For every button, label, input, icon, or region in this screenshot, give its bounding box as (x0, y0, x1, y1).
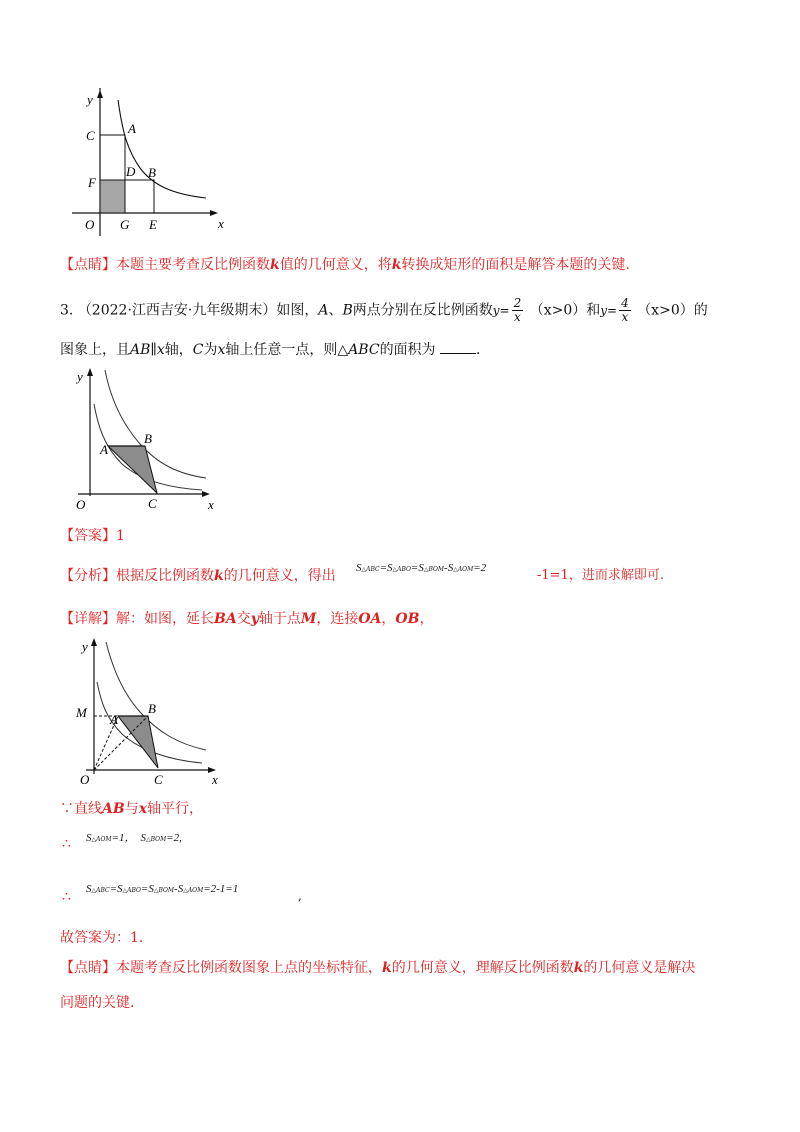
area-s: S (177, 883, 184, 895)
dianjing-text: 本题考查反比例函数图象上点的坐标特征， (116, 960, 382, 976)
parallel-symbol: ∥ (150, 342, 157, 358)
dianjing-note-2-line-1 (60, 958, 695, 978)
area-subscript: △ABC (361, 566, 380, 573)
area-s: S (356, 562, 362, 574)
equals: = (140, 883, 149, 895)
y-axis-arrow (87, 368, 93, 376)
area-s: S (117, 883, 123, 895)
fraction-4-over-x (619, 297, 631, 324)
x-var: x (156, 342, 165, 358)
therefore-comma (298, 889, 302, 903)
numerator: 2 (513, 296, 522, 310)
label-a: A (100, 442, 108, 457)
k-var: k (214, 568, 224, 584)
formula-eq: = (499, 303, 510, 318)
comma: , (298, 889, 302, 903)
numerator: 4 (621, 296, 629, 310)
area-s: S (447, 562, 454, 574)
area-s: S (86, 832, 92, 844)
label-o: O (76, 497, 86, 512)
detail-text: ， (381, 611, 396, 627)
label-a: A (128, 121, 136, 136)
k-var: k (573, 960, 584, 976)
point-b: B (342, 302, 353, 319)
area-subscript: △BOM (423, 566, 445, 573)
question-text: . (476, 342, 481, 358)
area-subscript: △AOM (91, 836, 112, 843)
y-axis-arrow (97, 90, 103, 98)
because-text: 轴平行， (147, 801, 204, 817)
label-g: G (120, 217, 130, 232)
label-y: y (87, 92, 93, 107)
value: =1， (111, 832, 136, 844)
equals: = (379, 562, 387, 574)
question-text: 图象上，且 (60, 342, 130, 358)
equals: = (410, 562, 419, 574)
label-d: D (126, 164, 136, 179)
triangle-abc: ABC (348, 342, 380, 358)
dianjing-note-2-line-2 (60, 993, 134, 1013)
because-text: 直线 (74, 801, 102, 817)
equals: = (473, 562, 481, 574)
dianjing-text: 的几何意义，理解反比例函数 (391, 960, 574, 976)
label-a: A (110, 712, 118, 727)
denominator: x (621, 310, 629, 324)
hyperbola-curve (118, 100, 206, 198)
label-c: C (148, 496, 157, 511)
detail-tag: 【详解】 (60, 611, 116, 627)
k-var: k (270, 257, 280, 273)
question-source: （2022·江西吉安·九年级期末）如图， (77, 302, 319, 319)
denominator: x (514, 310, 521, 324)
analysis-line (60, 566, 336, 586)
label-m: M (76, 705, 87, 720)
area-s: S (140, 832, 147, 844)
therefore-symbol-2 (62, 889, 71, 905)
analysis-tail (537, 566, 664, 586)
therefore-symbol-1 (62, 836, 71, 852)
equals: = (109, 883, 117, 895)
dianjing-tag: 【点睛】 (60, 960, 116, 976)
segment-ab: AB (102, 801, 125, 817)
analysis-text: -1=1，进而求解即可. (537, 568, 664, 583)
point-m: M (300, 611, 317, 627)
figure-rectangles-hyperbola (60, 88, 240, 240)
dianjing-text: 转换成矩形的面积是解答本题的关键. (401, 257, 630, 273)
detail-line (60, 609, 433, 629)
label-x: x (208, 497, 214, 512)
dianjing-text: 的几何意义是解决 (583, 960, 696, 976)
area-subscript: △BOM (146, 836, 167, 843)
hyperbola-outer (106, 642, 206, 750)
x-var: x (217, 342, 226, 358)
analysis-tag: 【分析】 (60, 568, 116, 584)
question-text: 为 (203, 342, 218, 358)
question-text: 两点分别在反比例函数 (352, 302, 493, 319)
area-s: S (148, 883, 154, 895)
label-f: F (88, 175, 96, 190)
condition: （x>0）的 (637, 302, 708, 319)
k-var: k (391, 257, 402, 273)
label-y: y (77, 369, 83, 384)
question-text: 和 (586, 302, 601, 319)
answer-blank (440, 341, 476, 354)
segment-ab: AB (130, 342, 151, 358)
label-o: O (85, 217, 95, 232)
result: =2-1=1 (203, 883, 239, 895)
condition: （x>0） (529, 302, 587, 319)
label-e: E (149, 217, 157, 232)
therefore-formula-2 (86, 877, 238, 896)
area-s: S (418, 562, 424, 574)
value: =2, (166, 832, 182, 844)
y-var: y (250, 611, 259, 627)
dianjing-text: 值的几何意义，将 (279, 257, 392, 273)
question-number: 3. (60, 302, 74, 319)
question-text: 的面积为 (379, 342, 436, 358)
area-subscript: △BOM (153, 887, 175, 894)
area-s: S (387, 562, 393, 574)
dianjing-text: 问题的关键. (60, 995, 135, 1011)
dianjing-note-1 (60, 255, 630, 275)
label-c: C (154, 772, 163, 786)
detail-text: ，连接 (316, 611, 359, 627)
conclusion-line (60, 928, 143, 948)
label-c: C (86, 128, 95, 143)
figure-detail-construction (66, 636, 226, 786)
fraction-2-over-x (512, 297, 524, 324)
because-symbol: ∵ (60, 801, 74, 817)
label-y: y (82, 639, 88, 654)
because-text: 与 (124, 801, 139, 817)
answer-line (60, 526, 125, 546)
minus: - (444, 562, 448, 574)
area-subscript: △AOM (183, 887, 204, 894)
segment-ob: OB (395, 611, 420, 627)
question-text: 、 (328, 302, 343, 319)
therefore-formula-1 (86, 826, 182, 845)
detail-text: ， (419, 611, 434, 627)
formula-y: y (492, 303, 500, 318)
area-subscript: △ABO (122, 887, 141, 894)
dianjing-text: 本题主要考查反比例函数 (116, 257, 270, 273)
label-o: O (80, 772, 90, 786)
analysis-formula (356, 556, 486, 575)
area-s: S (86, 883, 92, 895)
question-text: 轴上任意一点，则△ (225, 342, 349, 358)
question-3-line-2 (60, 340, 480, 360)
therefore-symbol: ∴ (62, 836, 71, 852)
segment-oa: OA (358, 611, 382, 627)
minus: - (174, 883, 178, 895)
because-line (60, 799, 203, 819)
value-two: 2 (480, 562, 487, 574)
question-3-line-1 (60, 297, 708, 324)
analysis-text: 根据反比例函数 (116, 568, 214, 584)
segment-ba: BA (214, 611, 237, 627)
therefore-symbol: ∴ (62, 889, 71, 905)
point-a: A (318, 302, 329, 319)
x-axis-arrow (210, 210, 218, 216)
k-var: k (382, 960, 392, 976)
x-var: x (138, 801, 148, 817)
detail-text: 解：如图，延长 (116, 611, 214, 627)
dianjing-tag: 【点睛】 (60, 257, 116, 273)
area-subscript: △AOM (453, 566, 474, 573)
point-c: C (192, 342, 204, 358)
formula-y: y (600, 303, 608, 318)
shaded-rectangle (100, 180, 125, 213)
area-subscript: △ABO (392, 566, 411, 573)
answer-tag: 【答案】 (60, 528, 116, 544)
conclusion-text: 故答案为：1. (60, 930, 144, 946)
question-text: 轴， (164, 342, 193, 358)
detail-text: 轴于点 (258, 611, 301, 627)
y-axis-arrow (91, 638, 97, 646)
detail-text: 交 (236, 611, 251, 627)
area-subscript: △ABC (91, 887, 110, 894)
label-b: B (144, 431, 152, 446)
analysis-text: 的几何意义，得出 (223, 568, 336, 584)
answer-value: 1 (116, 528, 125, 544)
label-b: B (148, 701, 156, 716)
label-x: x (212, 772, 218, 786)
formula-eq: = (607, 303, 618, 318)
label-b: B (148, 165, 156, 180)
label-x: x (218, 216, 224, 231)
figure-triangle-two-hyperbolas (60, 366, 230, 516)
